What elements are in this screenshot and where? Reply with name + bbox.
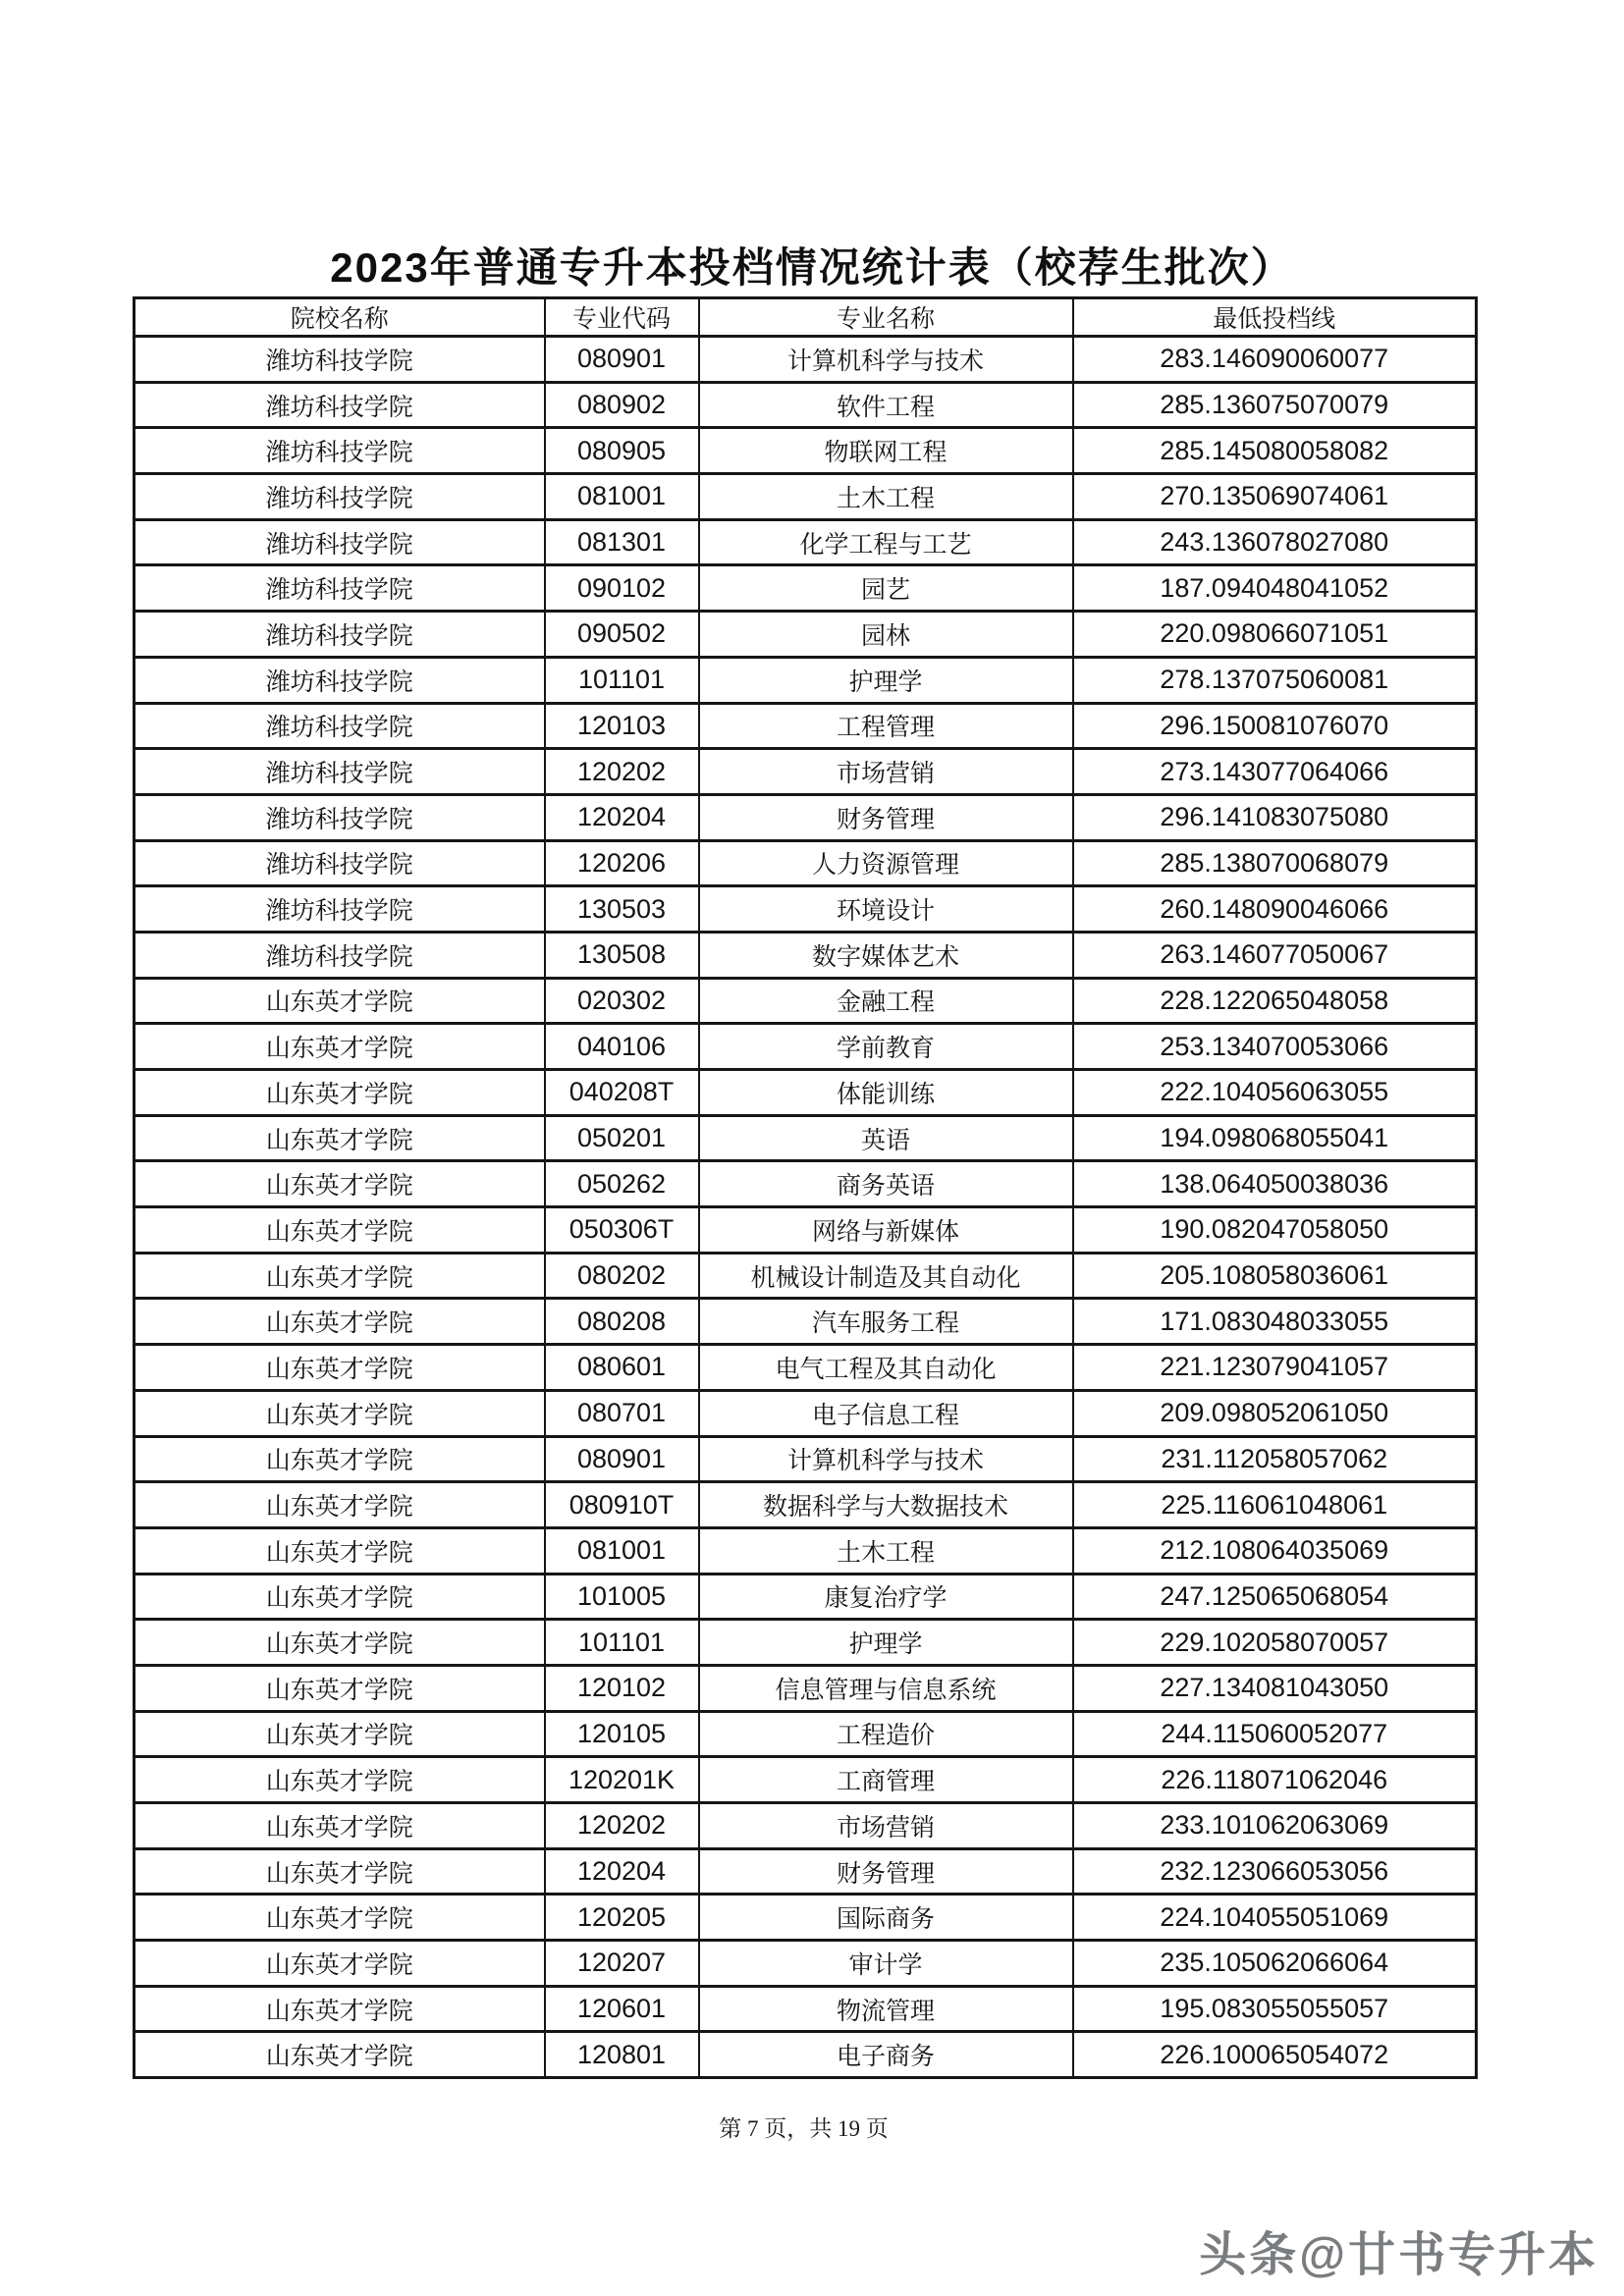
- major-code-cell: 101101: [545, 657, 699, 703]
- major-code-cell: 050262: [545, 1161, 699, 1207]
- college-name-cell: 山东英才学院: [135, 1070, 545, 1116]
- college-name-cell: 潍坊科技学院: [135, 428, 545, 474]
- major-code-cell: 050306T: [545, 1207, 699, 1254]
- major-name-cell: 园艺: [699, 565, 1073, 612]
- header-min-score: 最低投档线: [1073, 298, 1477, 337]
- major-name-cell: 计算机科学与技术: [699, 337, 1073, 383]
- min-score-cell: 228.122065048058: [1073, 978, 1477, 1024]
- college-name-cell: 山东英才学院: [135, 1161, 545, 1207]
- min-score-cell: 222.104056063055: [1073, 1070, 1477, 1116]
- min-score-cell: 244.115060052077: [1073, 1711, 1477, 1757]
- college-name-cell: 潍坊科技学院: [135, 749, 545, 795]
- min-score-cell: 226.100065054072: [1073, 2032, 1477, 2078]
- college-name-cell: 山东英才学院: [135, 2032, 545, 2078]
- min-score-cell: 225.116061048061: [1073, 1482, 1477, 1528]
- major-name-cell: 英语: [699, 1115, 1073, 1161]
- college-name-cell: 潍坊科技学院: [135, 840, 545, 886]
- major-name-cell: 工程管理: [699, 703, 1073, 749]
- table-row: [135, 703, 1477, 749]
- min-score-cell: 209.098052061050: [1073, 1390, 1477, 1436]
- college-name-cell: 潍坊科技学院: [135, 932, 545, 978]
- table-row: [135, 519, 1477, 565]
- college-name-cell: 潍坊科技学院: [135, 337, 545, 383]
- min-score-cell: 190.082047058050: [1073, 1207, 1477, 1254]
- table-row: [135, 337, 1477, 383]
- header-major-name: 专业名称: [699, 298, 1073, 337]
- major-name-cell: 康复治疗学: [699, 1574, 1073, 1620]
- major-code-cell: 050201: [545, 1115, 699, 1161]
- table-row: [135, 1161, 1477, 1207]
- table-row: [135, 1207, 1477, 1254]
- college-name-cell: 潍坊科技学院: [135, 657, 545, 703]
- major-code-cell: 101005: [545, 1574, 699, 1620]
- table-row: [135, 1482, 1477, 1528]
- major-name-cell: 学前教育: [699, 1024, 1073, 1070]
- major-name-cell: 国际商务: [699, 1895, 1073, 1941]
- min-score-cell: 229.102058070057: [1073, 1620, 1477, 1666]
- major-name-cell: 数字媒体艺术: [699, 932, 1073, 978]
- major-code-cell: 090502: [545, 612, 699, 658]
- table-row: [135, 1070, 1477, 1116]
- college-name-cell: 山东英才学院: [135, 1024, 545, 1070]
- table-row: [135, 1574, 1477, 1620]
- major-code-cell: 120204: [545, 1848, 699, 1895]
- table-row: [135, 749, 1477, 795]
- college-name-cell: 山东英才学院: [135, 1299, 545, 1345]
- major-code-cell: 120202: [545, 1803, 699, 1849]
- major-code-cell: 040208T: [545, 1070, 699, 1116]
- major-name-cell: 机械设计制造及其自动化: [699, 1253, 1073, 1299]
- table-row: [135, 565, 1477, 612]
- college-name-cell: 山东英才学院: [135, 1390, 545, 1436]
- college-name-cell: 山东英才学院: [135, 978, 545, 1024]
- min-score-cell: 263.146077050067: [1073, 932, 1477, 978]
- major-code-cell: 080910T: [545, 1482, 699, 1528]
- table-header-row: [135, 298, 1477, 337]
- table-row: [135, 978, 1477, 1024]
- min-score-cell: 224.104055051069: [1073, 1895, 1477, 1941]
- min-score-cell: 285.136075070079: [1073, 382, 1477, 428]
- major-name-cell: 电子信息工程: [699, 1390, 1073, 1436]
- major-code-cell: 040106: [545, 1024, 699, 1070]
- major-name-cell: 护理学: [699, 657, 1073, 703]
- major-name-cell: 园林: [699, 612, 1073, 658]
- major-name-cell: 环境设计: [699, 886, 1073, 933]
- major-name-cell: 汽车服务工程: [699, 1299, 1073, 1345]
- major-name-cell: 市场营销: [699, 1803, 1073, 1849]
- college-name-cell: 潍坊科技学院: [135, 886, 545, 933]
- college-name-cell: 山东英才学院: [135, 1711, 545, 1757]
- table-row: [135, 1345, 1477, 1391]
- min-score-cell: 283.146090060077: [1073, 337, 1477, 383]
- page-title: 2023年普通专升本投档情况统计表（校荐生批次）: [330, 244, 1294, 291]
- college-name-cell: 山东英才学院: [135, 1345, 545, 1391]
- table-row: [135, 794, 1477, 840]
- college-name-cell: 潍坊科技学院: [135, 565, 545, 612]
- college-name-cell: 山东英才学院: [135, 1757, 545, 1803]
- table-row: [135, 428, 1477, 474]
- major-code-cell: 120103: [545, 703, 699, 749]
- major-code-cell: 120601: [545, 1986, 699, 2032]
- major-name-cell: 软件工程: [699, 382, 1073, 428]
- major-name-cell: 工程造价: [699, 1711, 1073, 1757]
- college-name-cell: 山东英才学院: [135, 1436, 545, 1482]
- table-row: [135, 1711, 1477, 1757]
- major-name-cell: 数据科学与大数据技术: [699, 1482, 1073, 1528]
- min-score-cell: 226.118071062046: [1073, 1757, 1477, 1803]
- college-name-cell: 潍坊科技学院: [135, 519, 545, 565]
- header-major-code: 专业代码: [545, 298, 699, 337]
- college-name-cell: 山东英才学院: [135, 1527, 545, 1574]
- table-row: [135, 1848, 1477, 1895]
- college-name-cell: 山东英才学院: [135, 1665, 545, 1711]
- min-score-cell: 187.094048041052: [1073, 565, 1477, 612]
- table-row: [135, 1895, 1477, 1941]
- major-name-cell: 化学工程与工艺: [699, 519, 1073, 565]
- major-name-cell: 财务管理: [699, 1848, 1073, 1895]
- toutiao-watermark: 头条@廿书专升本: [1199, 2229, 1598, 2281]
- table-row: [135, 1436, 1477, 1482]
- table-row: [135, 1390, 1477, 1436]
- major-code-cell: 090102: [545, 565, 699, 612]
- major-code-cell: 130508: [545, 932, 699, 978]
- min-score-cell: 231.112058057062: [1073, 1436, 1477, 1482]
- table-row: [135, 612, 1477, 658]
- major-code-cell: 080902: [545, 382, 699, 428]
- college-name-cell: 山东英才学院: [135, 1941, 545, 1987]
- min-score-cell: 253.134070053066: [1073, 1024, 1477, 1070]
- min-score-cell: 212.108064035069: [1073, 1527, 1477, 1574]
- major-name-cell: 体能训练: [699, 1070, 1073, 1116]
- college-name-cell: 山东英才学院: [135, 1895, 545, 1941]
- major-name-cell: 财务管理: [699, 794, 1073, 840]
- major-code-cell: 130503: [545, 886, 699, 933]
- major-code-cell: 080905: [545, 428, 699, 474]
- major-code-cell: 120102: [545, 1665, 699, 1711]
- major-name-cell: 市场营销: [699, 749, 1073, 795]
- college-name-cell: 山东英才学院: [135, 1986, 545, 2032]
- table-row: [135, 932, 1477, 978]
- table-row: [135, 2032, 1477, 2078]
- major-name-cell: 电气工程及其自动化: [699, 1345, 1073, 1391]
- major-name-cell: 人力资源管理: [699, 840, 1073, 886]
- college-name-cell: 山东英才学院: [135, 1620, 545, 1666]
- major-code-cell: 080202: [545, 1253, 699, 1299]
- major-code-cell: 080901: [545, 337, 699, 383]
- table-row: [135, 1757, 1477, 1803]
- major-name-cell: 物流管理: [699, 1986, 1073, 2032]
- min-score-cell: 273.143077064066: [1073, 749, 1477, 795]
- table-row: [135, 474, 1477, 520]
- college-name-cell: 山东英才学院: [135, 1207, 545, 1254]
- admission-score-table: [133, 296, 1478, 2079]
- major-name-cell: 工商管理: [699, 1757, 1073, 1803]
- major-name-cell: 护理学: [699, 1620, 1073, 1666]
- major-code-cell: 080901: [545, 1436, 699, 1482]
- min-score-cell: 270.135069074061: [1073, 474, 1477, 520]
- college-name-cell: 潍坊科技学院: [135, 794, 545, 840]
- major-code-cell: 120801: [545, 2032, 699, 2078]
- min-score-cell: 296.150081076070: [1073, 703, 1477, 749]
- min-score-cell: 285.145080058082: [1073, 428, 1477, 474]
- major-code-cell: 120201K: [545, 1757, 699, 1803]
- major-code-cell: 120202: [545, 749, 699, 795]
- min-score-cell: 220.098066071051: [1073, 612, 1477, 658]
- college-name-cell: 山东英才学院: [135, 1482, 545, 1528]
- college-name-cell: 潍坊科技学院: [135, 703, 545, 749]
- major-code-cell: 020302: [545, 978, 699, 1024]
- table-row: [135, 1803, 1477, 1849]
- min-score-cell: 260.148090046066: [1073, 886, 1477, 933]
- table-row: [135, 1299, 1477, 1345]
- table-row: [135, 1024, 1477, 1070]
- major-name-cell: 物联网工程: [699, 428, 1073, 474]
- major-code-cell: 081001: [545, 1527, 699, 1574]
- min-score-cell: 195.083055055057: [1073, 1986, 1477, 2032]
- major-code-cell: 080208: [545, 1299, 699, 1345]
- min-score-cell: 232.123066053056: [1073, 1848, 1477, 1895]
- major-code-cell: 101101: [545, 1620, 699, 1666]
- table-row: [135, 1527, 1477, 1574]
- table-row: [135, 1665, 1477, 1711]
- table-row: [135, 1986, 1477, 2032]
- page-number: 第 7 页，共 19 页: [719, 2116, 889, 2141]
- major-name-cell: 信息管理与信息系统: [699, 1665, 1073, 1711]
- header-college-name: 院校名称: [135, 298, 545, 337]
- major-code-cell: 080601: [545, 1345, 699, 1391]
- min-score-cell: 171.083048033055: [1073, 1299, 1477, 1345]
- table-row: [135, 886, 1477, 933]
- major-code-cell: 120206: [545, 840, 699, 886]
- college-name-cell: 潍坊科技学院: [135, 474, 545, 520]
- major-name-cell: 商务英语: [699, 1161, 1073, 1207]
- college-name-cell: 山东英才学院: [135, 1115, 545, 1161]
- major-name-cell: 土木工程: [699, 474, 1073, 520]
- major-code-cell: 081301: [545, 519, 699, 565]
- table-row: [135, 840, 1477, 886]
- table-row: [135, 657, 1477, 703]
- major-code-cell: 080701: [545, 1390, 699, 1436]
- major-code-cell: 120207: [545, 1941, 699, 1987]
- min-score-cell: 233.101062063069: [1073, 1803, 1477, 1849]
- table-row: [135, 1253, 1477, 1299]
- table-row: [135, 1941, 1477, 1987]
- major-code-cell: 120205: [545, 1895, 699, 1941]
- min-score-cell: 194.098068055041: [1073, 1115, 1477, 1161]
- min-score-cell: 205.108058036061: [1073, 1253, 1477, 1299]
- major-name-cell: 电子商务: [699, 2032, 1073, 2078]
- college-name-cell: 潍坊科技学院: [135, 382, 545, 428]
- major-code-cell: 120204: [545, 794, 699, 840]
- min-score-cell: 243.136078027080: [1073, 519, 1477, 565]
- major-code-cell: 120105: [545, 1711, 699, 1757]
- college-name-cell: 山东英才学院: [135, 1253, 545, 1299]
- min-score-cell: 296.141083075080: [1073, 794, 1477, 840]
- college-name-cell: 潍坊科技学院: [135, 612, 545, 658]
- college-name-cell: 山东英才学院: [135, 1803, 545, 1849]
- major-name-cell: 网络与新媒体: [699, 1207, 1073, 1254]
- min-score-cell: 221.123079041057: [1073, 1345, 1477, 1391]
- major-name-cell: 土木工程: [699, 1527, 1073, 1574]
- table-row: [135, 1620, 1477, 1666]
- table-body: [135, 337, 1477, 2078]
- table-row: [135, 1115, 1477, 1161]
- min-score-cell: 278.137075060081: [1073, 657, 1477, 703]
- college-name-cell: 山东英才学院: [135, 1574, 545, 1620]
- major-name-cell: 审计学: [699, 1941, 1073, 1987]
- major-name-cell: 金融工程: [699, 978, 1073, 1024]
- min-score-cell: 285.138070068079: [1073, 840, 1477, 886]
- min-score-cell: 227.134081043050: [1073, 1665, 1477, 1711]
- min-score-cell: 247.125065068054: [1073, 1574, 1477, 1620]
- min-score-cell: 235.105062066064: [1073, 1941, 1477, 1987]
- min-score-cell: 138.064050038036: [1073, 1161, 1477, 1207]
- major-name-cell: 计算机科学与技术: [699, 1436, 1073, 1482]
- major-code-cell: 081001: [545, 474, 699, 520]
- table-row: [135, 382, 1477, 428]
- college-name-cell: 山东英才学院: [135, 1848, 545, 1895]
